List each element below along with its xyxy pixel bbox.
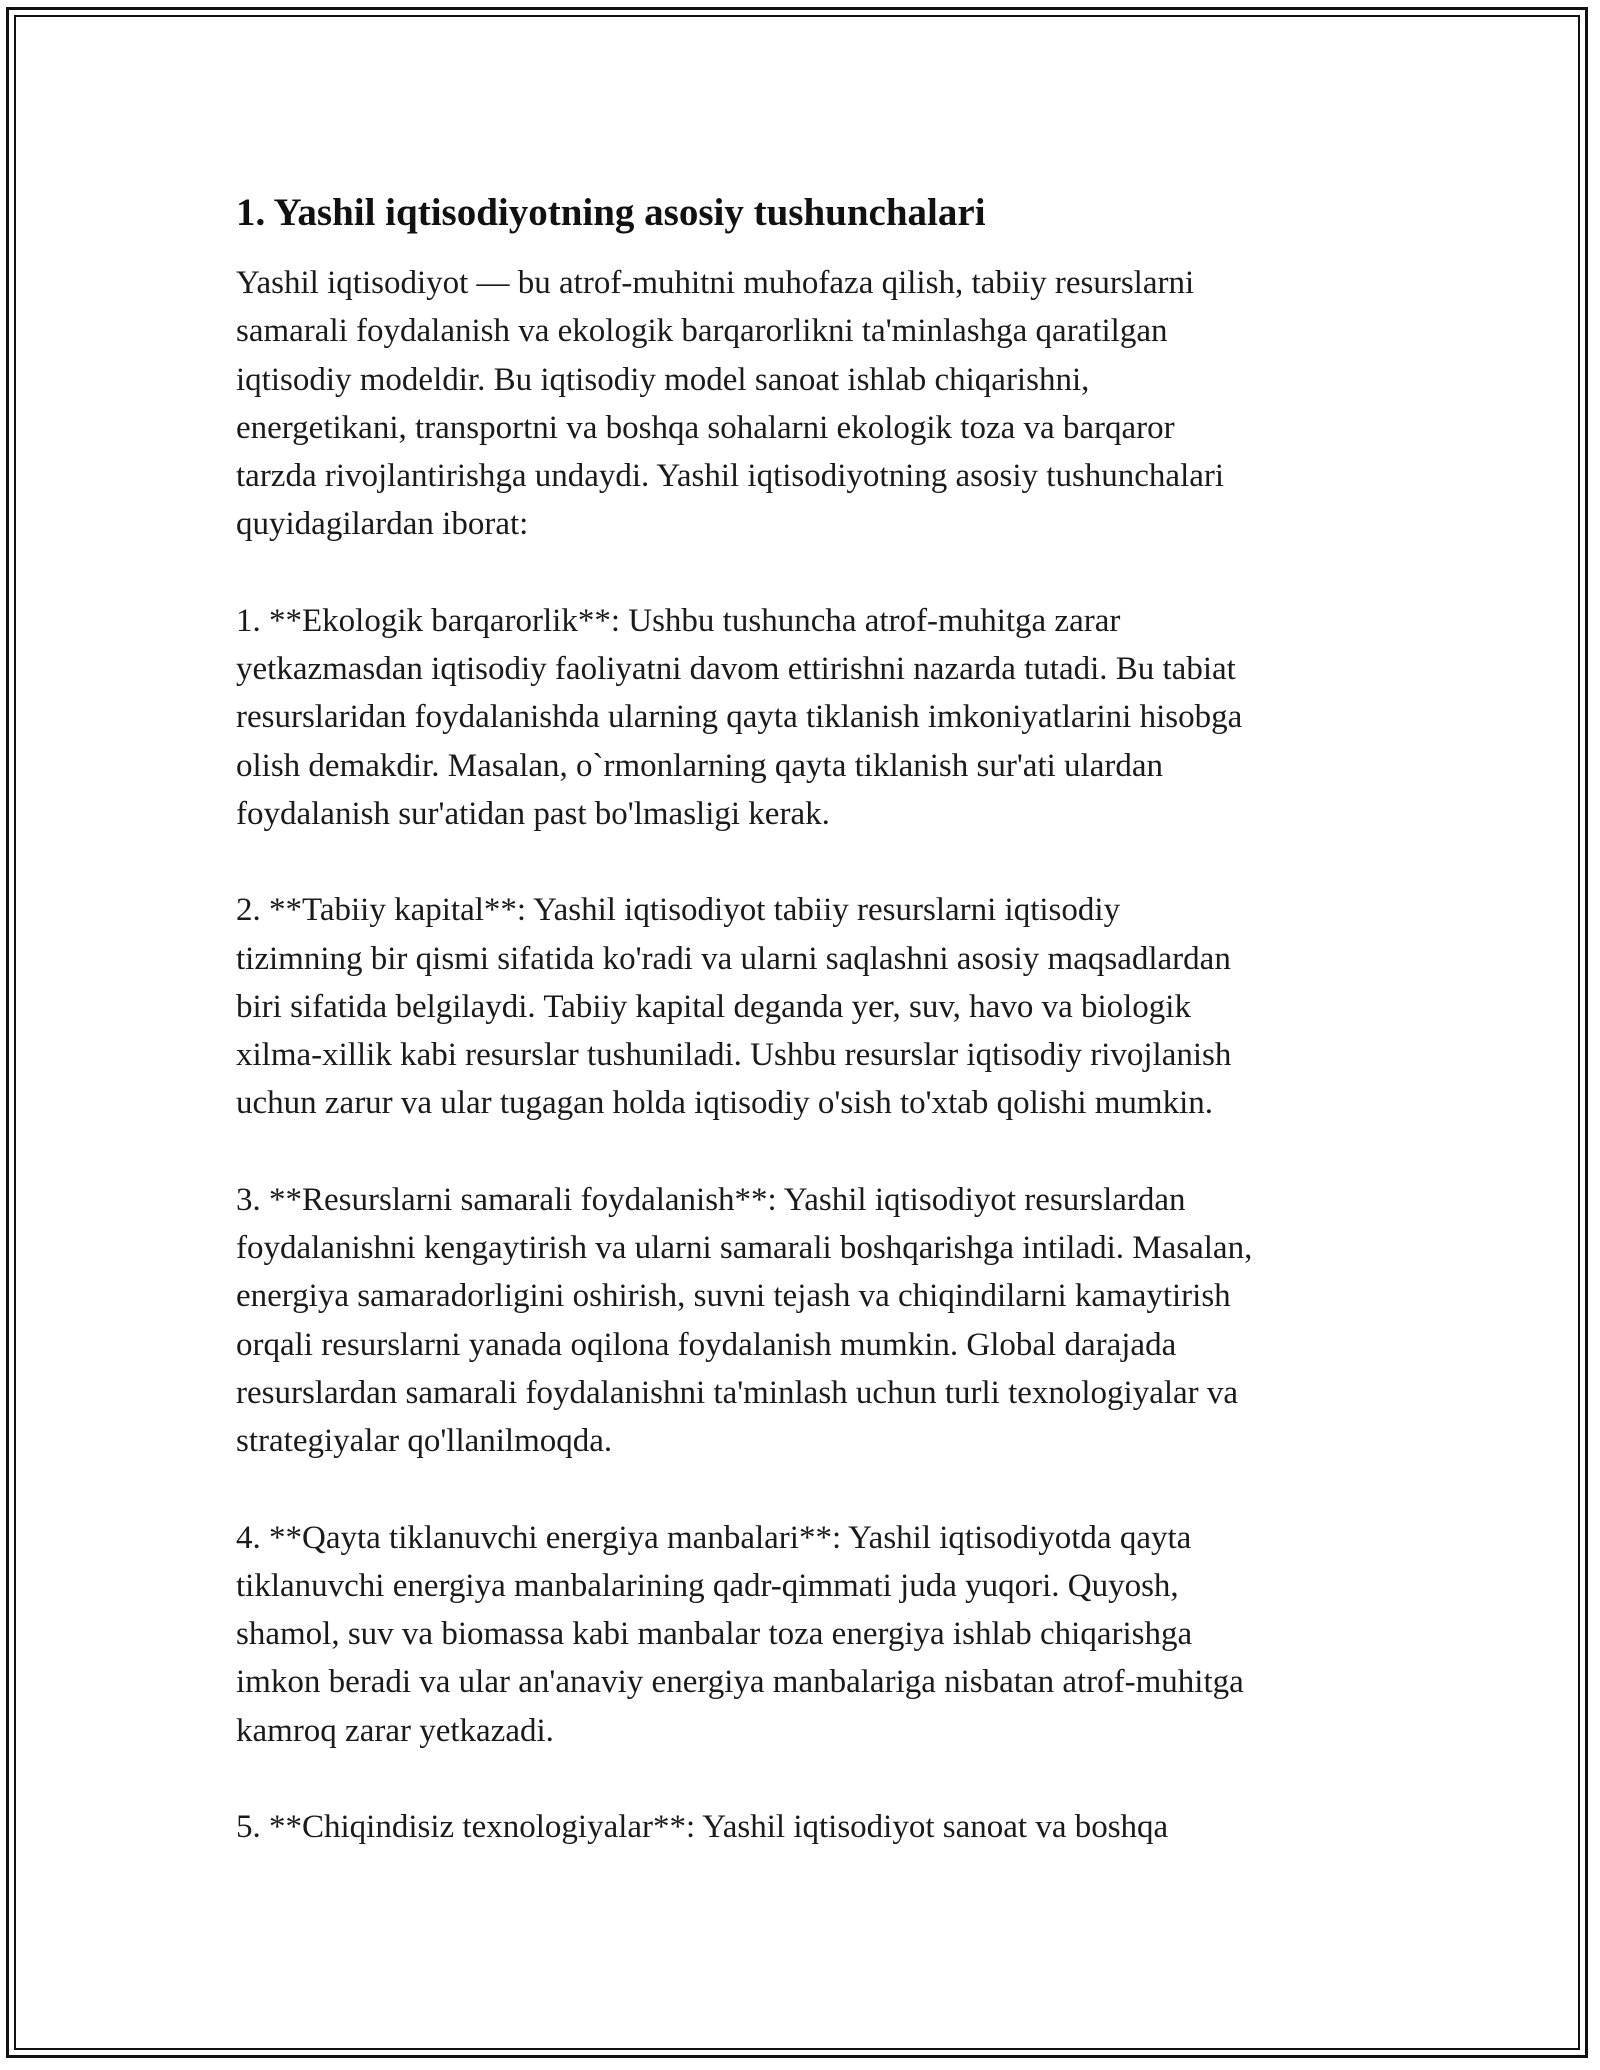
document-body: [236, 185, 1386, 1851]
item-ekologik-barqarorlik: 1. **Ekologik barqarorlik**: Ushbu tushuncha atrof-muhitga zarar yetkazmasdan iqtisodiy faoliyatni davom ettirishni nazarda tutadi. Bu tabiat resurslaridan foydalanishda ularning qayta tiklanish imkoniyatlarini hisobga olish demakdir. Masalan, o`rmonlarning qayta tiklanish sur'ati ulardan foydalanish sur'atidan past bo'lmasligi kerak.: [236, 602, 1243, 832]
item-qayta-tiklanuvchi-energiya: 4. **Qayta tiklanuvchi energiya manbalari**: Yashil iqtisodiyotda qayta tiklanuvchi energiya manbalarining qadr-qimmati juda yuqori. Quyosh, shamol, suv va biomassa kabi manbalar toza energiya ishlab chiqarishga imkon beradi va ular an'anaviy energiya manbalariga nisbatan atrof-muhitga kamroq zarar yetkazadi.: [236, 1519, 1244, 1749]
item-resurslarni-samarali-foydalanish: 3. **Resurslarni samarali foydalanish**: Yashil iqtisodiyot resurslardan foydalanishni kengaytirish va ularni samarali boshqarishga intiladi. Masalan, energiya samaradorligini oshirish, suvni tejash va chiqindilarni kamaytirish orqali resurslarni yanada oqilona foydalanish mumkin. Global darajada resurslardan samarali foydalanishni ta'minlash uchun turli texnologiyalar va strategiyalar qo'llanilmoqda.: [236, 1181, 1253, 1460]
item-tabiiy-kapital: 2. **Tabiiy kapital**: Yashil iqtisodiyot tabiiy resurslarni iqtisodiy tizimning bir qismi sifatida ko'radi va ularni saqlashni asosiy maqsadlardan biri sifatida belgilaydi. Tabiiy kapital deganda yer, suv, havo va biologik xilma-xillik kabi resurslar tushuniladi. Ushbu resurslar iqtisodiy rivojlanish uchun zarur va ular tugagan holda iqtisodiy o'sish to'xtab qolishi mumkin.: [236, 892, 1232, 1122]
intro-paragraph: Yashil iqtisodiyot — bu atrof-muhitni muhofaza qilish, tabiiy resurslarni samarali foydalanish va ekologik barqarorlikni ta'minlashga qaratilgan iqtisodiy modeldir. Bu iqtisodiy model sanoat ishlab chiqarishni, energetikani, transportni va boshqa sohalarni ekologik toza va barqaror tarzda rivojlantirishga undaydi. Yashil iqtisodiyotning asosiy tushunchalari quyidagilardan iborat:: [236, 265, 1225, 543]
item-chiqindisiz-texnologiyalar: 5. **Chiqindisiz texnologiyalar**: Yashil iqtisodiyot sanoat va boshqa: [236, 1809, 1169, 1846]
section-heading: 1. Yashil iqtisodiyotning asosiy tushunchalari: [236, 191, 986, 234]
